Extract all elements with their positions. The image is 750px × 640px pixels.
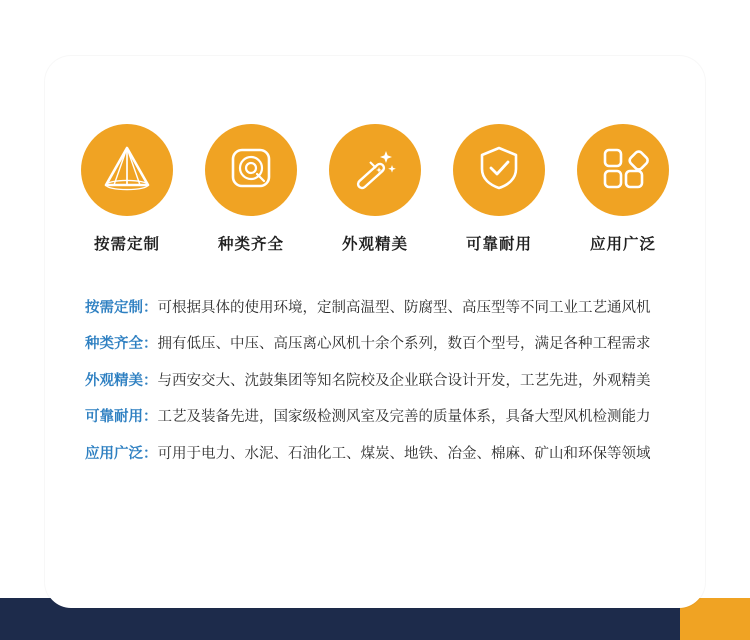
- feature-row: [85, 442, 675, 467]
- feature-term: 按需定制: [85, 300, 143, 316]
- feature-icon-row: [71, 124, 679, 254]
- feature-colon: ：: [143, 409, 158, 426]
- feature-description-list: [85, 296, 675, 478]
- grid-shapes-icon: [596, 141, 650, 200]
- icon-circle: [205, 124, 297, 216]
- feature-colon: ：: [143, 300, 158, 316]
- feature-icon-item: [71, 124, 183, 254]
- magic-wand-icon: [348, 141, 402, 200]
- feature-term: 可靠耐用: [85, 409, 143, 426]
- feature-term: 外观精美: [85, 372, 143, 389]
- icon-circle: [329, 124, 421, 216]
- feature-icon-label: 种类齐全: [217, 236, 284, 253]
- feature-row: [85, 405, 675, 430]
- feature-desc: 拥有低压、中压、高压离心风机十余个系列，数百个型号，满足各种工程需求: [157, 336, 651, 353]
- feature-desc: 可用于电力、水泥、石油化工、煤炭、地铁、冶金、棉麻、矿山和环保等领域: [157, 445, 651, 462]
- camera-module-icon: [224, 141, 278, 200]
- feature-term: 应用广泛: [85, 445, 143, 462]
- feature-desc: 与西安交大、沈鼓集团等知名院校及企业联合设计开发，工艺先进，外观精美: [157, 372, 651, 389]
- feature-desc: 工艺及装备先进，国家级检测风室及完善的质量体系，具备大型风机检测能力: [157, 409, 651, 426]
- feature-colon: ：: [143, 445, 158, 462]
- feature-icon-label: 外观精美: [341, 236, 408, 253]
- feature-row: [85, 369, 675, 394]
- feature-icon-item: [567, 124, 679, 254]
- feature-icon-item: [443, 124, 555, 254]
- feature-icon-label: 按需定制: [93, 236, 160, 253]
- feature-term: 种类齐全: [85, 336, 143, 353]
- feature-icon-item: [195, 124, 307, 254]
- pyramid-icon: [100, 141, 154, 200]
- icon-circle: [453, 124, 545, 216]
- feature-row: [85, 296, 675, 321]
- icon-circle: [81, 124, 173, 216]
- feature-colon: ：: [143, 336, 158, 353]
- feature-icon-item: [319, 124, 431, 254]
- feature-icon-label: 应用广泛: [589, 236, 656, 253]
- feature-colon: ：: [143, 372, 158, 389]
- content-card: [45, 56, 705, 608]
- feature-row: [85, 332, 675, 357]
- icon-circle: [577, 124, 669, 216]
- feature-desc: 可根据具体的使用环境，定制高温型、防腐型、高压型等不同工业工艺通风机: [157, 300, 651, 316]
- shield-check-icon: [472, 141, 526, 200]
- feature-icon-label: 可靠耐用: [465, 236, 532, 253]
